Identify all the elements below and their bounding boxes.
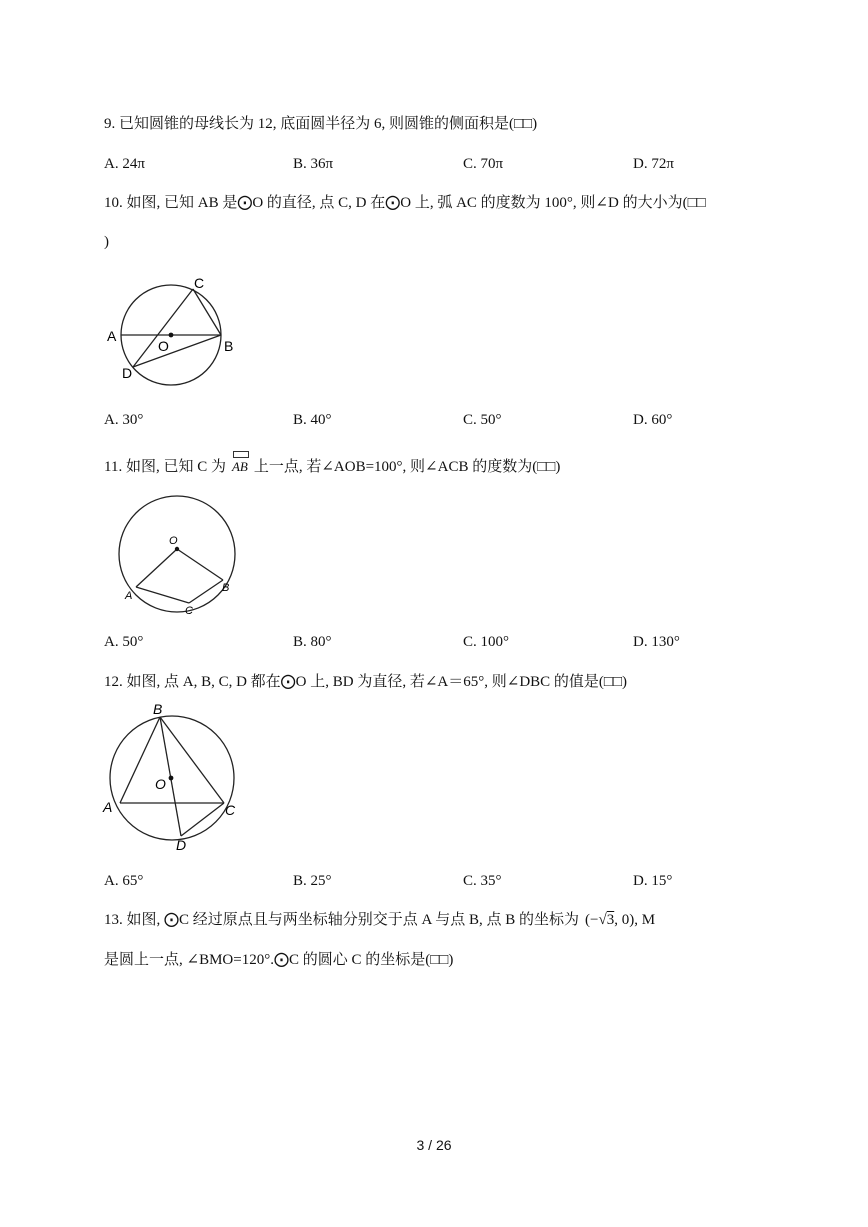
q11-radius-oa [136, 549, 177, 587]
q10-figure [100, 270, 250, 395]
q13-stem-after: , M [634, 912, 656, 928]
q11-label-b: B [222, 582, 230, 594]
q12-option-a: A. 65° [104, 873, 144, 889]
q13-coord-open: (− [585, 912, 599, 928]
q11-chord-cb [189, 580, 223, 603]
q10-chord-cd [133, 289, 193, 367]
q11-stem-before: 11. 如图, 已知 C 为 [104, 459, 226, 475]
q12-label-c: C [225, 802, 236, 818]
q12-option-c: C. 35° [463, 873, 502, 889]
q10-stem-line2: ) [104, 234, 109, 250]
q9-option-a: A. 24π [104, 156, 145, 172]
q11-option-d: D. 130° [633, 634, 680, 650]
q10-option-c: C. 50° [463, 412, 502, 428]
q10-option-a: A. 30° [104, 412, 144, 428]
q10-option-d: D. 60° [633, 412, 673, 428]
q11-circle [119, 496, 235, 612]
q12-figure [100, 700, 250, 855]
q10-label-b: B [224, 338, 234, 354]
q11-option-c: C. 100° [463, 634, 510, 650]
q10-option-b: B. 40° [293, 412, 332, 428]
q11-figure [112, 490, 252, 620]
q11-chord-ac [136, 587, 189, 603]
q13-stem-line2: 是圆上一点, ∠BMO=120°.⨀C 的圆心 C 的坐标是(□□) [104, 952, 454, 968]
q12-option-d: D. 15° [633, 873, 673, 889]
q11-option-b: B. 80° [293, 634, 332, 650]
q12-center-dot [169, 776, 174, 781]
q13-stem-before: 13. 如图, ⨀C 经过原点且与两坐标轴分别交于点 A 与点 B, 点 B 的坐标为 [104, 912, 580, 928]
q9-option-b: B. 36π [293, 156, 334, 172]
q12-label-d: D [176, 837, 187, 853]
q10-label-a: A [107, 328, 117, 344]
q11-center-dot [175, 547, 179, 551]
q11-label-a: A [125, 590, 133, 602]
page-number: 3 / 26 [416, 1137, 452, 1153]
sqrt-icon: √ [598, 912, 607, 928]
q10-label-c: C [194, 275, 205, 291]
q13-coord-sqrt: 3 [606, 912, 615, 928]
q10-center-dot [169, 333, 174, 338]
q12-label-o: O [155, 776, 166, 792]
q11-stem [104, 457, 560, 477]
q10-chord-cb [193, 289, 221, 335]
q11-arc-ab [232, 457, 248, 477]
q10-chord-db [133, 335, 221, 367]
q11-radius-ob [177, 549, 223, 580]
q9-option-d: D. 72π [633, 156, 674, 172]
q13-stem-line1 [104, 910, 655, 930]
q12-chord-ba [120, 717, 160, 803]
q11-arc-text: AB [231, 459, 248, 474]
q13-coordinate [585, 912, 634, 928]
q12-stem: 12. 如图, 点 A, B, C, D 都在⨀O 上, BD 为直径, 若∠A＝65°, 则∠DBC 的值是(□□) [104, 674, 628, 690]
arc-symbol-icon [233, 451, 249, 458]
q9-stem: 9. 已知圆锥的母线长为 12, 底面圆半径为 6, 则圆锥的侧面积是(□□) [104, 116, 538, 132]
q9-option-c: C. 70π [463, 156, 504, 172]
q12-label-b: B [153, 701, 163, 717]
q11-stem-after: 上一点, 若∠AOB=100°, 则∠ACB 的度数为(□□) [253, 459, 561, 475]
q10-stem-line1: 10. 如图, 已知 AB 是⨀O 的直径, 点 C, D 在⨀O 上, 弧 AC 的度数为 100°, 则∠D 的大小为(□□ [104, 195, 706, 211]
q12-chord-bc [160, 717, 224, 803]
q12-label-a: A [103, 799, 113, 815]
q11-option-a: A. 50° [104, 634, 144, 650]
q11-label-o: O [169, 535, 178, 547]
q10-label-o: O [158, 338, 169, 354]
q13-coord-close: , 0) [614, 912, 635, 928]
q12-option-b: B. 25° [293, 873, 332, 889]
q11-label-c: C [185, 605, 193, 617]
q10-label-d: D [122, 365, 133, 381]
